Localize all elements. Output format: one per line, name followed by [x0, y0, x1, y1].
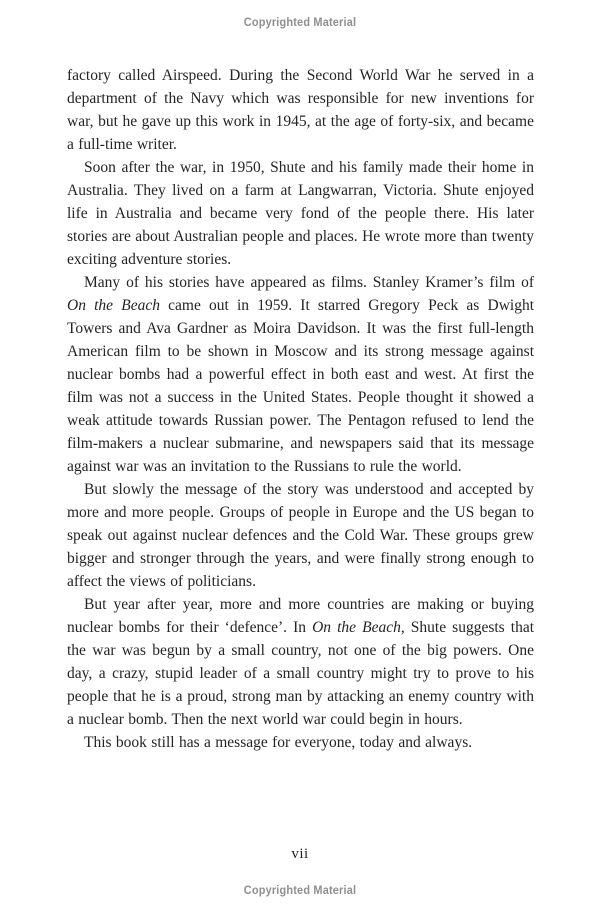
book-title-italic: On the Beach: [312, 619, 401, 636]
text-segment: Soon after the war, in 1950, Shute and his family made their home in Australia. They lived on a farm at Langwarran, Victoria. Shute enjoyed life in Australia and became very fond of the people there. His later stories are about Australian people and places. He wrote more than twenty exciting adventure stories.: [67, 159, 534, 268]
text-segment: , Shute suggests that the war was begun by a small country, not one of the big powers. One day, a crazy, stupid leader of a small country might try to prove to his people that he is a proud, strong man by attacking an enemy country with a nuclear bomb. Then the next world war could begin in hours.: [67, 619, 535, 728]
page-number: vii: [291, 846, 309, 862]
text-segment: Many of his stories have appeared as films. Stanley Kramer’s film of: [84, 274, 534, 291]
paragraph: [67, 271, 534, 478]
text-segment: factory called Airspeed. During the Second World War he served in a department of the Navy which was responsible for new inventions for war, but he gave up this work in 1945, at the age of forty-six, and became a full-time writer.: [67, 67, 534, 153]
paragraph: [67, 593, 534, 731]
text-segment: But slowly the message of the story was understood and accepted by more and more people. Groups of people in Europe and the US began to speak out against nuclear defences and the Cold War. These groups grew bigger and stronger through the years, and were finally strong enough to affect the views of politicians.: [67, 481, 534, 590]
text-segment: This book still has a message for everyone, today and always.: [84, 734, 473, 751]
paragraph: [67, 478, 534, 593]
copyright-notice-bottom: Copyrighted Material: [243, 885, 357, 897]
copyright-notice-top: Copyrighted Material: [243, 17, 357, 29]
book-title-italic: On the Beach: [67, 297, 160, 314]
paragraph: [67, 156, 534, 271]
paragraph: [67, 731, 534, 754]
paragraph: [67, 64, 534, 156]
body-text: [67, 64, 534, 754]
text-segment: came out in 1959. It starred Gregory Peck as Dwight Towers and Ava Gardner as Moira Davidson. It was the first full-length American film to be shown in Moscow and its strong message against nuclear bombs had a powerful effect in both east and west. At first the film was not a success in the United States. People thought it showed a weak attitude towards Russian power. The Pentagon refused to lend the film-makers a nuclear submarine, and newspapers said that its message against war was an invitation to the Russians to rule the world.: [67, 297, 534, 475]
text-segment: But year after year, more and more countries are making or buying nuclear bombs for their ‘defence’. In: [67, 596, 534, 636]
